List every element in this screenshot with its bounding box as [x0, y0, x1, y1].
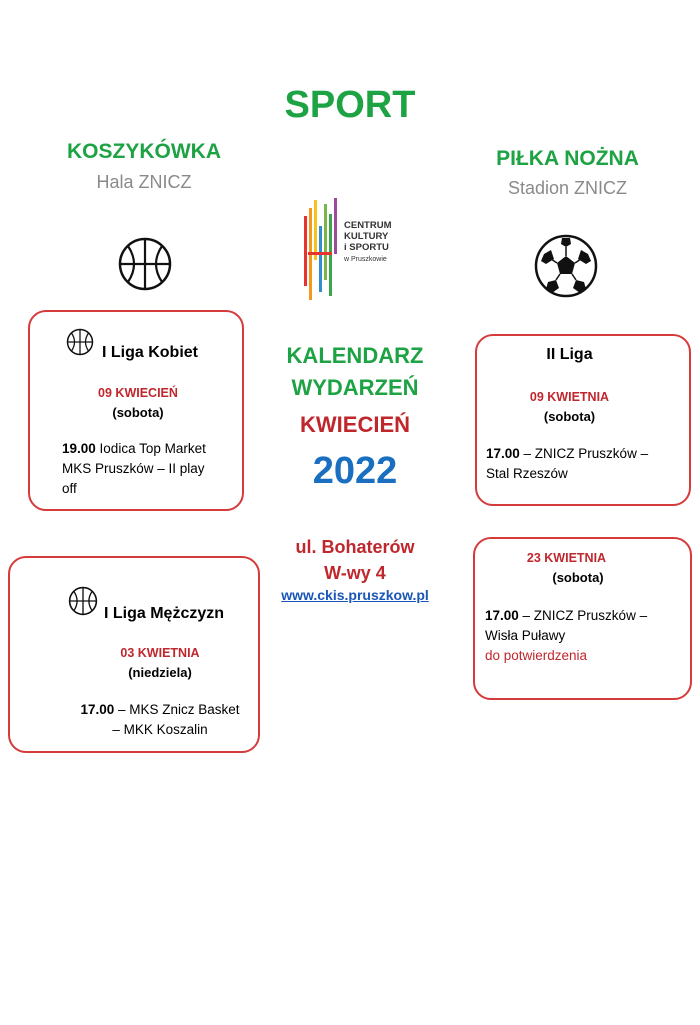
event-time: 17.00 [80, 702, 115, 717]
football-venue: Stadion ZNICZ [507, 178, 628, 198]
page-title: SPORT [284, 84, 416, 126]
year-label: 2022 [312, 450, 398, 492]
soccer-ball-icon [534, 234, 598, 298]
basketball-icon [66, 328, 94, 356]
address [240, 534, 470, 586]
card-title: I Liga Kobiet [102, 344, 198, 361]
event-date: 23 KWIETNIA [526, 551, 607, 565]
event-line-1: – ZNICZ Pruszków – [518, 608, 648, 623]
event-day: (niedziela) [128, 665, 192, 680]
event-day: (sobota) [112, 405, 164, 420]
event-line-2: – MKK Koszalin [112, 722, 208, 737]
logo-line-1: CENTRUM [344, 220, 392, 231]
logo-line-2: KULTURY [344, 231, 389, 242]
event-line-3: off [62, 481, 77, 496]
card-ii-liga-23 [473, 537, 692, 700]
event-note: do potwierdzenia [485, 648, 588, 663]
card-liga-kobiet [28, 310, 244, 511]
address-line-1: ul. Bohaterów [295, 537, 415, 557]
card-liga-mezczyzn [8, 556, 260, 753]
logo-line-4: w Pruszkowie [344, 256, 387, 263]
card-title: I Liga Mężczyzn [104, 605, 225, 622]
event-date: 03 KWIETNIA [120, 646, 200, 660]
basketball-icon [68, 586, 98, 616]
basketball-venue: Hala ZNICZ [96, 172, 192, 192]
event-date: 09 KWIETNIA [529, 390, 610, 404]
ckis-logo [302, 196, 422, 302]
event-line-2: MKS Pruszków – II play [62, 461, 205, 476]
logo-stripes-icon [302, 196, 342, 302]
event-details [10, 700, 310, 740]
event-line-1: – ZNICZ Pruszków – [519, 446, 649, 461]
event-day: (sobota) [543, 409, 596, 424]
calendar-line-2: WYDARZEŃ [291, 375, 419, 400]
event-details [485, 606, 690, 666]
month-label: KWIECIEŃ [300, 412, 410, 437]
basketball-heading: KOSZYKÓWKA [67, 140, 221, 163]
event-details [62, 439, 242, 499]
event-date: 09 KWIECIEŃ [98, 386, 178, 400]
address-line-2: W-wy 4 [324, 563, 386, 583]
event-time: 19.00 [62, 441, 96, 456]
football-heading: PIŁKA NOŻNA [496, 147, 639, 170]
basketball-icon [117, 236, 173, 292]
event-line-1: Iodica Top Market [95, 441, 206, 456]
calendar-heading [240, 340, 470, 404]
event-time: 17.00 [485, 608, 519, 623]
logo-line-3: i SPORTU [344, 242, 389, 253]
calendar-line-1: KALENDARZ [286, 343, 424, 368]
event-line-2: Stal Rzeszów [486, 466, 568, 481]
event-day: (sobota) [552, 570, 604, 585]
event-time: 17.00 [486, 446, 520, 461]
event-line-1: – MKS Znicz Basket [114, 702, 240, 717]
card-ii-liga [475, 334, 691, 506]
website-link[interactable]: www.ckis.pruszkow.pl [281, 587, 429, 603]
event-details [486, 444, 686, 484]
card-title: II Liga [546, 346, 593, 363]
event-line-2: Wisła Puławy [485, 628, 566, 643]
